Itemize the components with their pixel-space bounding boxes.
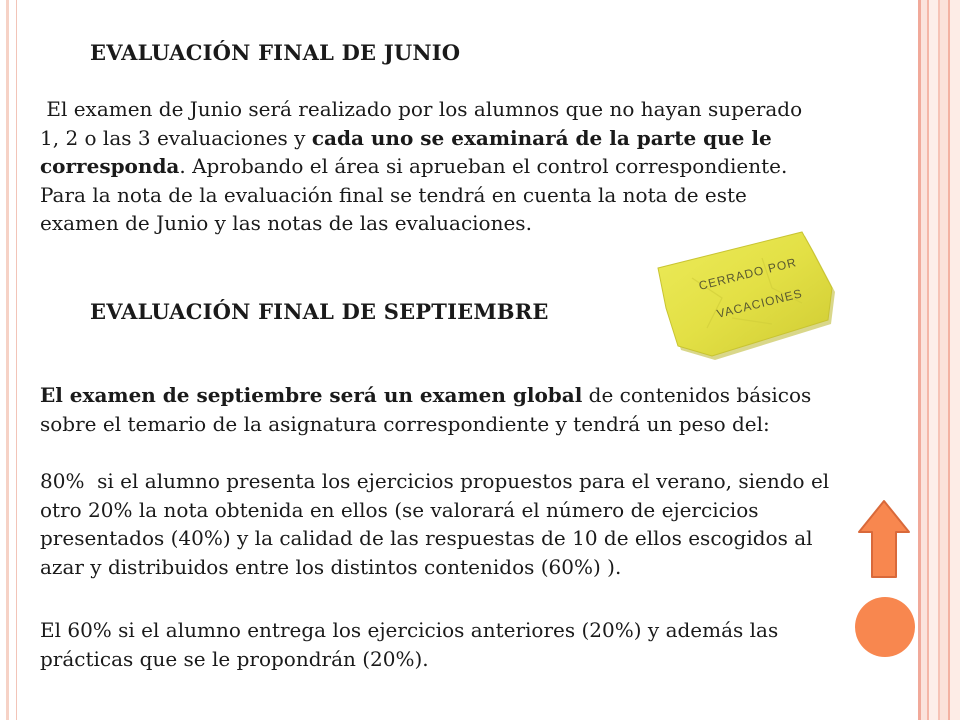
option-60-line-1: El 60% si el alumno entrega los ejercicios anteriores (20%) y además las: [40, 618, 779, 642]
junio-line-5-text: examen de Junio y las notas de las evaluaciones.: [40, 211, 532, 235]
up-arrow-icon: [856, 498, 912, 580]
septiembre-intro-rest: de contenidos básicos: [582, 383, 812, 407]
slide-right-stripes: [918, 0, 960, 720]
paragraph-option-80: [40, 467, 900, 581]
sticky-note-image: [652, 228, 837, 360]
heading-septiembre: EVALUACIÓN FINAL DE SEPTIEMBRE: [90, 299, 549, 324]
septiembre-intro-line-1: [40, 381, 900, 410]
septiembre-intro-line-2: sobre el temario de la asignatura correspondiente y tendrá un peso del:: [40, 411, 770, 436]
junio-line-1-text: El examen de Junio será realizado por los alumnos que no hayan superado: [40, 97, 803, 121]
junio-line-1: [40, 95, 900, 124]
junio-line-3-text: . Aprobando el área si aprueban el control correspondiente.: [179, 154, 788, 178]
junio-line-3: [40, 152, 900, 181]
option-80-line-1: 80% si el alumno presenta los ejercicios propuestos para el verano, siendo el: [40, 469, 830, 493]
sticky-note-paper: [658, 232, 832, 356]
slide-left-border: [0, 0, 17, 720]
option-80-line-4: azar y distribuidos entre los distintos contenidos (60%) ).: [40, 554, 622, 579]
paragraph-option-60: [40, 616, 900, 673]
sticky-note-line-2: VACACIONES: [715, 286, 804, 321]
junio-line-2: [40, 124, 900, 153]
junio-line-2-bold: cada uno se examinará de la parte que le: [311, 125, 772, 150]
septiembre-intro-bold: El examen de septiembre será un examen global: [40, 383, 583, 407]
paragraph-junio: [40, 95, 900, 238]
junio-line-3-bold: corresponda: [40, 154, 180, 178]
junio-line-4-text: Para la nota de la evaluación final se tendrá en cuenta la nota de este: [40, 182, 747, 207]
option-80-line-2: otro 20% la nota obtenida en ellos (se valorará el número de ejercicios: [40, 497, 759, 522]
sticky-note-line-1: CERRADO POR: [697, 255, 799, 293]
junio-line-4: [40, 181, 900, 210]
heading-junio: EVALUACIÓN FINAL DE JUNIO: [90, 40, 461, 65]
orange-circle-shape: [855, 597, 915, 657]
option-60-line-2: prácticas que se le propondrán (20%).: [40, 646, 429, 671]
paragraph-septiembre-intro: [40, 381, 900, 438]
option-80-line-3: presentados (40%) y la calidad de las respuestas de 10 de ellos escogidos al: [40, 526, 813, 550]
junio-line-2-text: 1, 2 o las 3 evaluaciones y: [40, 125, 312, 150]
